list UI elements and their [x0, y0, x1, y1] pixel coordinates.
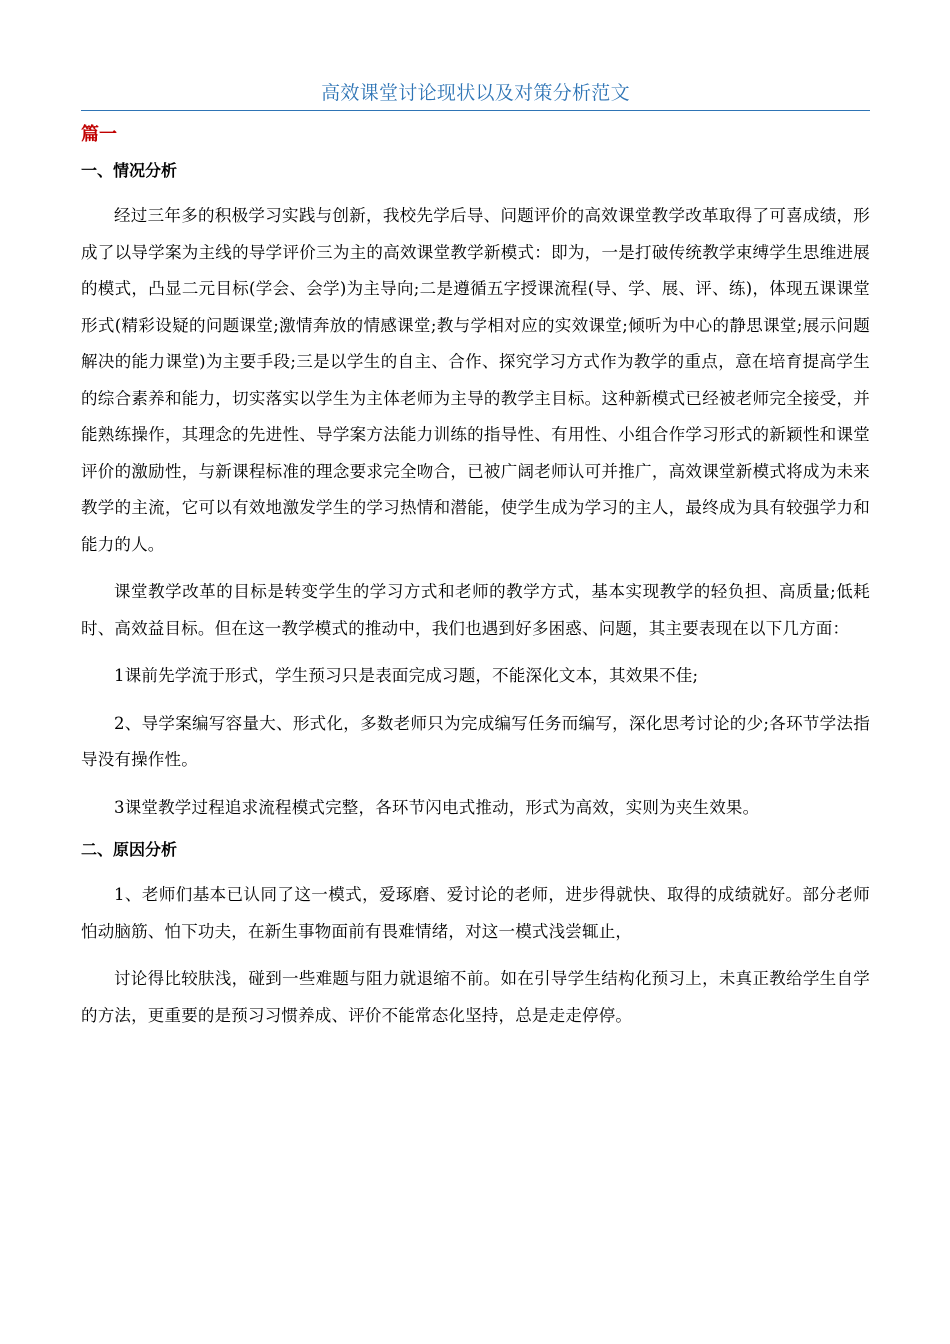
- document-header: [81, 78, 870, 111]
- paragraph-problem-1: 1课前先学流于形式，学生预习只是表面完成习题，不能深化文本，其效果不佳;: [114, 666, 699, 685]
- paragraph-problem-2: 2、导学案编写容量大、形式化，多数老师只为完成编写任务而编写，深化思考讨论的少;各环节学法指导没有操作性。: [81, 713, 870, 769]
- document-title: 高效课堂讨论现状以及对策分析范文: [321, 82, 630, 104]
- paragraph-causes-1: 1、老师们基本已认同了这一模式，爱琢磨、爱讨论的老师，进步得就快、取得的成绩就好。部分老师怕动脑筋、怕下功夫，在新生事物面前有畏难情绪，对这一模式浅尝辄止，: [81, 885, 870, 941]
- document-body: [81, 122, 870, 1045]
- section-heading-situation: 一、情况分析: [81, 161, 178, 180]
- paragraph-situation-2: 课堂教学改革的目标是转变学生的学习方式和老师的教学方式，基本实现教学的轻负担、高质量;低耗时、高效益目标。但在这一教学模式的推动中，我们也遇到好多困惑、问题，其主要表现在以下几方面：: [81, 582, 870, 638]
- section-heading-causes: 二、原因分析: [81, 840, 178, 859]
- paragraph-causes-2: 讨论得比较肤浅，碰到一些难题与阻力就退缩不前。如在引导学生结构化预习上，未真正教给学生自学的方法，更重要的是预习习惯养成、评价不能常态化坚持，总是走走停停。: [81, 969, 870, 1025]
- paragraph-situation-1: 经过三年多的积极学习实践与创新，我校先学后导、问题评价的高效课堂教学改革取得了可喜成绩，形成了以导学案为主线的导学评价三为主的高效课堂教学新模式：即为，一是打破传统教学束缚学生思维进展的模式，凸显二元目标(学会、会学)为主导向;二是遵循五字授课流程(导、学、展、评、练)，体现五课课堂形式(精彩设疑的问题课堂;激情奔放的情感课堂;教与学相对应的实效课堂;倾听为中心的静思课堂;展示问题解决的能力课堂)为主要手段;三是以学生的自主、合作、探究学习方式作为教学的重点，意在培育提高学生的综合素养和能力，切实落实以学生为主体老师为主导的教学主目标。这种新模式已经被老师完全接受，并能熟练操作，其理念的先进性、导学案方法能力训练的指导性、有用性、小组合作学习形式的新颖性和课堂评价的激励性，与新课程标准的理念要求完全吻合，已被广阔老师认可并推广，高效课堂新模式将成为未来教学的主流，它可以有效地激发学生的学习热情和潜能，使学生成为学习的主人，最终成为具有较强学力和能力的人。: [81, 206, 870, 554]
- part-title: 篇一: [81, 124, 117, 145]
- paragraph-problem-3: 3课堂教学过程追求流程模式完整，各环节闪电式推动，形式为高效，实则为夹生效果。: [114, 797, 760, 817]
